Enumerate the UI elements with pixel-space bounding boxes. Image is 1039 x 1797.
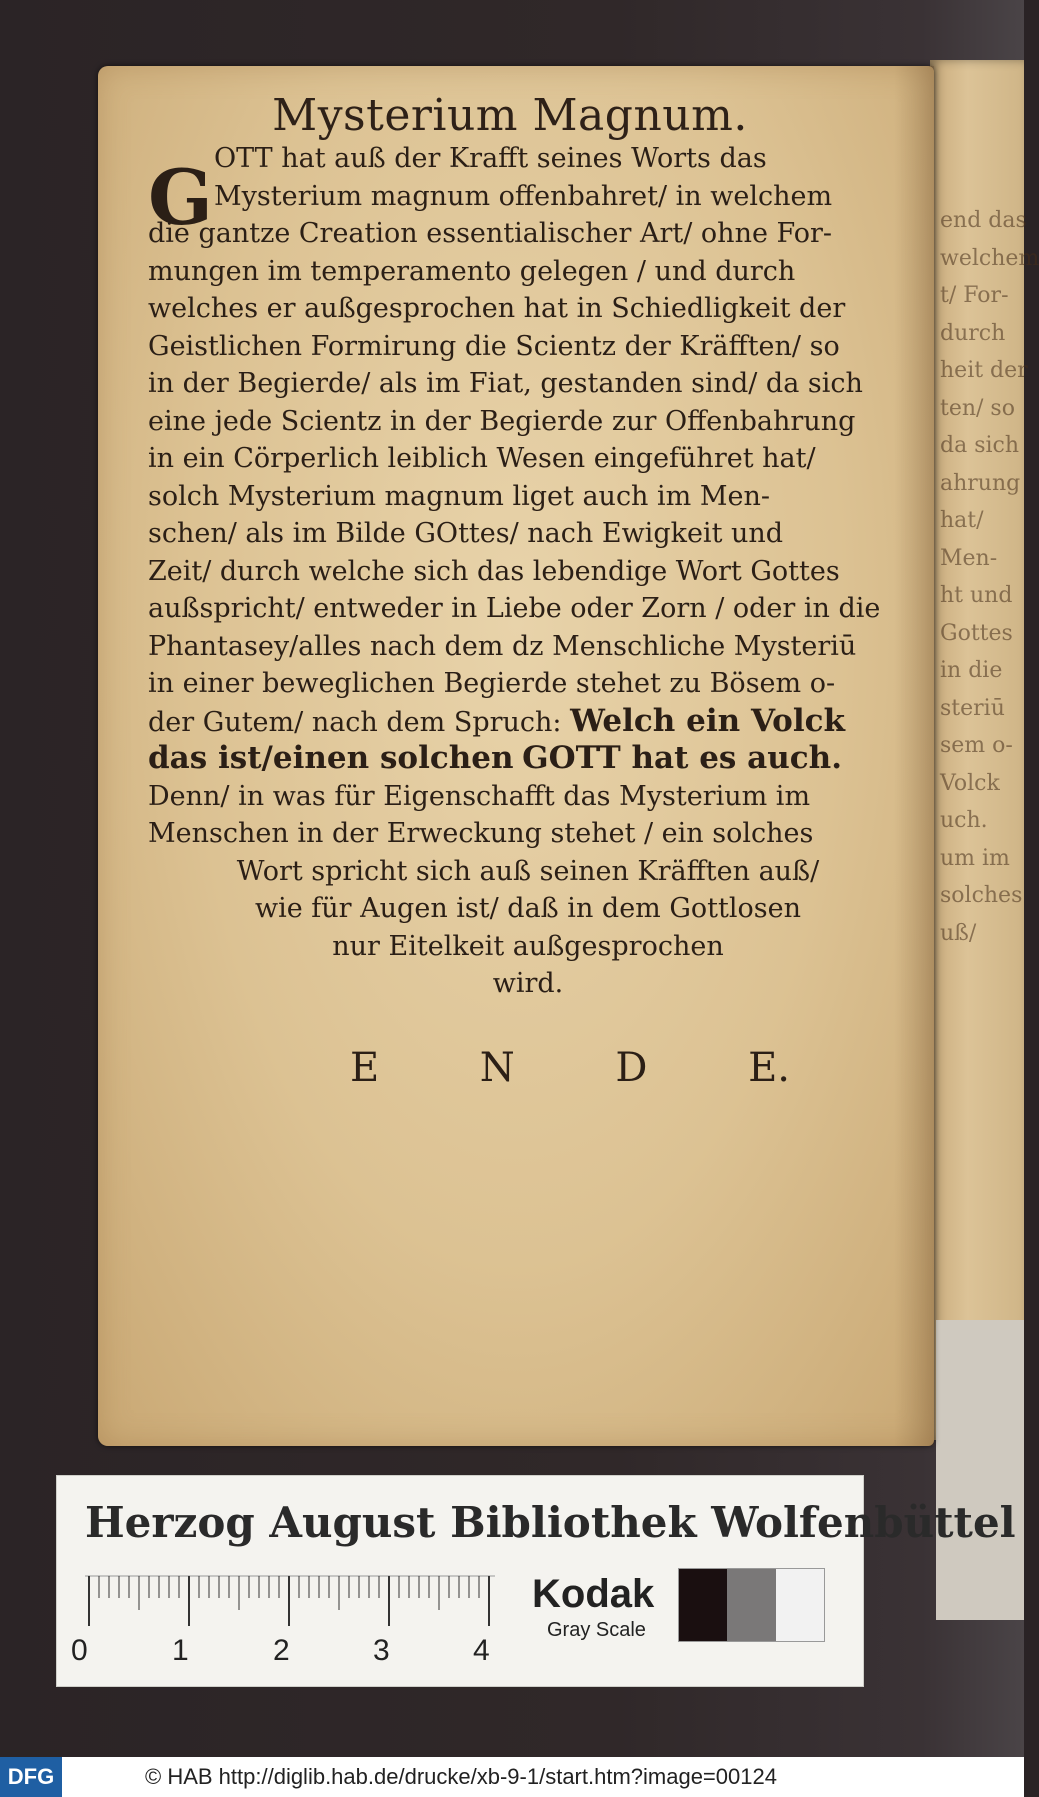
next-page-fragment: da sich xyxy=(940,433,1020,458)
text-line: solch Mysterium magnum liget auch im Men- xyxy=(148,480,770,512)
text-line: Denn/ in was für Eigenschafft das Mysterium im xyxy=(148,780,811,812)
ende-colophon xyxy=(350,1045,790,1091)
text-line-part: der Gutem/ nach dem Spruch: xyxy=(148,706,562,738)
next-page-lower-edge xyxy=(936,1320,1024,1620)
next-page-fragment: ht und xyxy=(940,583,1013,608)
next-page-fragment: solches xyxy=(940,883,1023,908)
text-line: Wort spricht sich auß seinen Kräfften auß/ xyxy=(236,855,820,887)
page-heading: Mysterium Magnum. xyxy=(272,90,748,141)
next-page-fragment: heit der xyxy=(940,358,1028,383)
ruler xyxy=(85,1576,495,1626)
next-page-fragment: uch. xyxy=(940,808,988,833)
next-page-fragment: ahrung xyxy=(940,470,1021,496)
footer-bar xyxy=(0,1757,1024,1797)
text-line xyxy=(148,740,908,778)
text-line: OTT hat auß der Krafft seines Worts das xyxy=(214,143,767,174)
ende-letter: E xyxy=(350,1045,380,1091)
ruler-number: 0 xyxy=(71,1634,88,1667)
swatch-light xyxy=(776,1569,824,1641)
next-page-fragment: uß/ xyxy=(940,920,977,946)
ende-letter: D xyxy=(615,1045,648,1091)
text-line: welches er außgesprochen hat in Schiedligkeit der xyxy=(148,293,846,324)
quote-text: GOTT hat es auch. xyxy=(522,740,842,776)
next-page-fragment: Men- xyxy=(940,545,998,571)
next-page-fragment: durch xyxy=(940,320,1006,346)
text-line: schen/ als im Bilde GOttes/ nach Ewigkeit und xyxy=(148,518,784,549)
next-page-fragment: welchem xyxy=(940,245,1039,271)
gray-scale-label: Gray Scale xyxy=(547,1619,646,1641)
ruler-number: 1 xyxy=(172,1634,189,1667)
next-page-fragment: Gottes xyxy=(940,620,1013,646)
next-page-fragment: sem o- xyxy=(940,733,1013,758)
next-page-edge xyxy=(930,60,1039,1440)
quote-text: das ist/einen solchen xyxy=(148,740,514,776)
text-line: in ein Cörperlich leiblich Wesen eingeführet hat/ xyxy=(148,443,816,474)
ruler-number: 2 xyxy=(273,1634,290,1667)
dfg-logo: DFG xyxy=(0,1757,62,1797)
gray-scale-swatches xyxy=(678,1568,825,1642)
text-line: Menschen in der Erweckung stehet / ein solches xyxy=(148,818,814,849)
quote-text: Welch ein Volck xyxy=(570,702,845,739)
next-page-fragment: in die xyxy=(940,658,1003,683)
library-name: Herzog August Bibliothek Wolfenbüttel xyxy=(85,1498,1016,1547)
next-page-fragment: steriū xyxy=(940,695,1005,721)
body-text xyxy=(148,140,908,1003)
text-line: wie für Augen ist/ daß in dem Gottlosen xyxy=(254,893,801,924)
next-page-fragment: ten/ so xyxy=(940,395,1015,421)
text-line: nur Eitelkeit außgesprochen xyxy=(332,930,724,962)
text-line: in der Begierde/ als im Fiat, gestanden sind/ da sich xyxy=(148,368,863,399)
credit-link[interactable]: © HAB http://diglib.hab.de/drucke/xb-9-1/start.htm?image=00124 xyxy=(145,1764,777,1789)
next-page-fragment: hat/ xyxy=(940,508,984,533)
kodak-logo: Kodak xyxy=(532,1572,655,1616)
swatch-dark xyxy=(679,1569,727,1641)
ruler-number: 4 xyxy=(473,1634,490,1667)
ruler-number: 3 xyxy=(373,1634,390,1667)
next-page-fragment: t/ For- xyxy=(940,283,1009,308)
text-line: Zeit/ durch welche sich das lebendige Wort Gottes xyxy=(148,555,840,587)
next-page-fragment: um im xyxy=(940,845,1010,871)
text-line: in einer beweglichen Begierde stehet zu Bösem o- xyxy=(148,668,836,699)
reference-card xyxy=(56,1475,1016,1687)
ende-letter: N xyxy=(479,1045,515,1091)
swatch-mid xyxy=(727,1569,775,1641)
decorated-initial: G xyxy=(148,153,213,242)
text-line: die gantze Creation essentialischer Art/ ohne For- xyxy=(148,218,833,249)
text-line: mungen im temperamento gelegen / und durch xyxy=(148,255,796,287)
text-line xyxy=(148,703,908,741)
text-line: außspricht/ entweder in Liebe oder Zorn / oder in die xyxy=(148,593,881,624)
text-line: Geistlichen Formirung die Scientz der Kräfften/ so xyxy=(148,330,840,362)
text-line: wird. xyxy=(492,968,564,999)
next-page-fragment: end das xyxy=(940,208,1027,233)
ende-letter: E. xyxy=(748,1045,790,1091)
text-line: Mysterium magnum offenbahret/ in welchem xyxy=(214,180,833,212)
text-line: eine jede Scientz in der Begierde zur Offenbahrung xyxy=(148,405,856,437)
text-line: Phantasey/alles nach dem dz Menschliche Mysteriū xyxy=(148,630,857,662)
next-page-fragment: Volck xyxy=(940,770,1000,796)
